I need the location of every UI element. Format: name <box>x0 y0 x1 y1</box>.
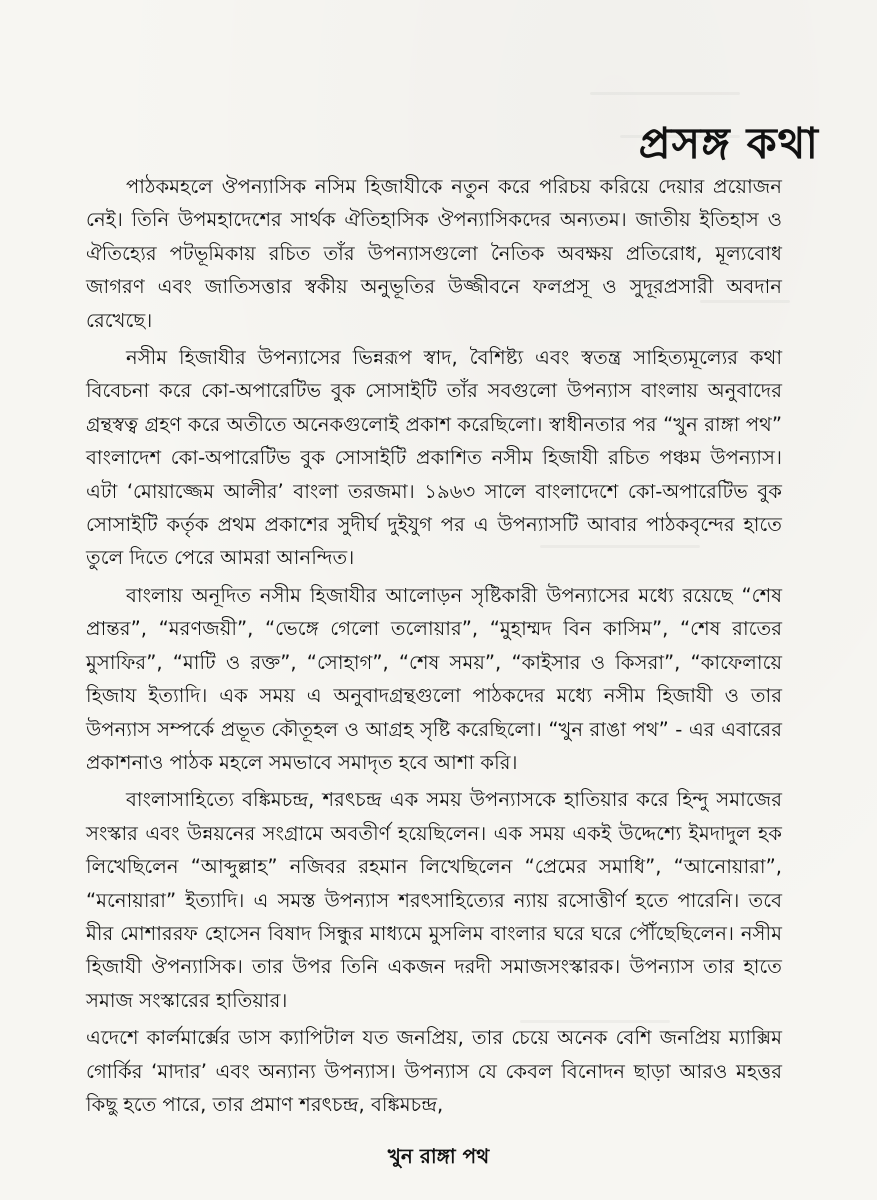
paragraph-3: বাংলায় অনূদিত নসীম হিজাযীর আলোড়ন সৃষ্টিকারী উপন্যাসের মধ্যে রয়েছে “শেষ প্রান্তর”, “মরণজয়ী”, “ভেঙ্গে গেলো তলোয়ার”, “মুহাম্মদ বিন কাসিম”, “শেষ রাতের মুসাফির”, “মাটি ও রক্ত”, “সোহাগ”, “শেষ সময়”, “কাইসার ও কিসরা”, “কাফেলায়ে হিজায ইত্যাদি। এক সময় এ অনুবাদগ্রন্থগুলো পাঠকদের মধ্যে নসীম হিজাযী ও তার উপন্যাস সম্পর্কে প্রভূত কৌতূহল ও আগ্রহ সৃষ্টি করেছিলো। “খুন রাঙা পথ” - এর এবারের প্রকাশনাও পাঠক মহলে সমভাবে সমাদৃত হবে আশা করি। <box>86 583 782 774</box>
paragraph-2: নসীম হিজাযীর উপন্যাসের ভিন্নরূপ স্বাদ, বৈশিষ্ট্য এবং স্বতন্ত্র সাহিত্যমূল্যের কথা বিবেচনা করে কো-অপারেটিভ বুক সোসাইটি তাঁর সবগুলো উপন্যাস বাংলায় অনুবাদের গ্রন্থস্বত্ব গ্রহণ করে অতীতে অনেকগুলোই প্রকাশ করেছিলো। স্বাধীনতার পর “খুন রাঙ্গা পথ” বাংলাদেশ কো-অপারেটিভ বুক সোসাইটি প্রকাশিত নসীম হিজাযী রচিত পঞ্চম উপন্যাস। এটা ‘মোয়াজ্জেম আলীর’ বাংলা তরজমা। ১৯৬৩ সালে বাংলাদেশে কো-অপারেটিভ বুক সোসাইটি কর্তৃক প্রথম প্রকাশের সুদীর্ঘ দুইযুগ পর এ উপন্যাসটি আবার পাঠকবৃন্দের হাতে তুলে দিতে পেরে আমরা আনন্দিত। <box>86 346 782 570</box>
running-footer: খুন রাঙ্গা পথ <box>387 1144 490 1168</box>
paragraph-5: এদেশে কার্লমার্ক্সের ডাস ক্যাপিটাল যত জনপ্রিয়, তার চেয়ে অনেক বেশি জনপ্রিয় ম্যাক্সিম গোর্কির ‘মাদার’ এবং অন্যান্য উপন্যাস। উপন্যাস যে কেবল বিনোদন ছাড়া আরও মহত্তর কিছু হতে পারে, তার প্রমাণ শরৎচন্দ্র, বঙ্কিমচন্দ্র, <box>86 1026 782 1116</box>
paragraph-4: বাংলাসাহিত্যে বঙ্কিমচন্দ্র, শরৎচন্দ্র এক সময় উপন্যাসকে হাতিয়ার করে হিন্দু সমাজের সংস্কার এবং উন্নয়নের সংগ্রামে অবতীর্ণ হয়েছিলেন। এক সময় একই উদ্দেশ্যে ইমদাদুল হক লিখেছিলেন “আব্দুল্লাহ” নজিবর রহমান লিখেছিলেন “প্রেমের সমাধি”, “আনোয়ারা”, “মনোয়ারা” ইত্যাদি। এ সমস্ত উপন্যাস শরৎসাহিত্যের ন্যায় রসোত্তীর্ণ হতে পারেনি। তবে মীর মোশাররফ হোসেন বিষাদ সিন্ধুর মাধ্যমে মুসলিম বাংলার ঘরে ঘরে পৌঁছেছিলেন। নসীম হিজাযী ঔপন্যাসিক। তার উপর তিনি একজন দরদী সমাজসংস্কারক। উপন্যাস তার হাতে সমাজ সংস্কারের হাতিয়ার। <box>86 788 782 1012</box>
page-title: প্রসঙ্গ কথা <box>638 119 819 169</box>
body-text <box>86 170 782 1125</box>
paragraph-1: পাঠকমহলে ঔপন্যাসিক নসিম হিজাযীকে নতুন করে পরিচয় করিয়ে দেয়ার প্রয়োজন নেই। তিনি উপমহাদেশের সার্থক ঐতিহাসিক ঔপন্যাসিকদের অন্যতম। জাতীয় ইতিহাস ও ঐতিহ্যের পটভূমিকায় রচিত তাঁর উপন্যাসগুলো নৈতিক অবক্ষয় প্রতিরোধ, মূল্যবোধ জাগরণ এবং জাতিসত্তার স্বকীয় অনুভূতির উজ্জীবনে ফলপ্রসূ ও সুদূরপ্রসারী অবদান রেখেছে। <box>86 175 782 332</box>
